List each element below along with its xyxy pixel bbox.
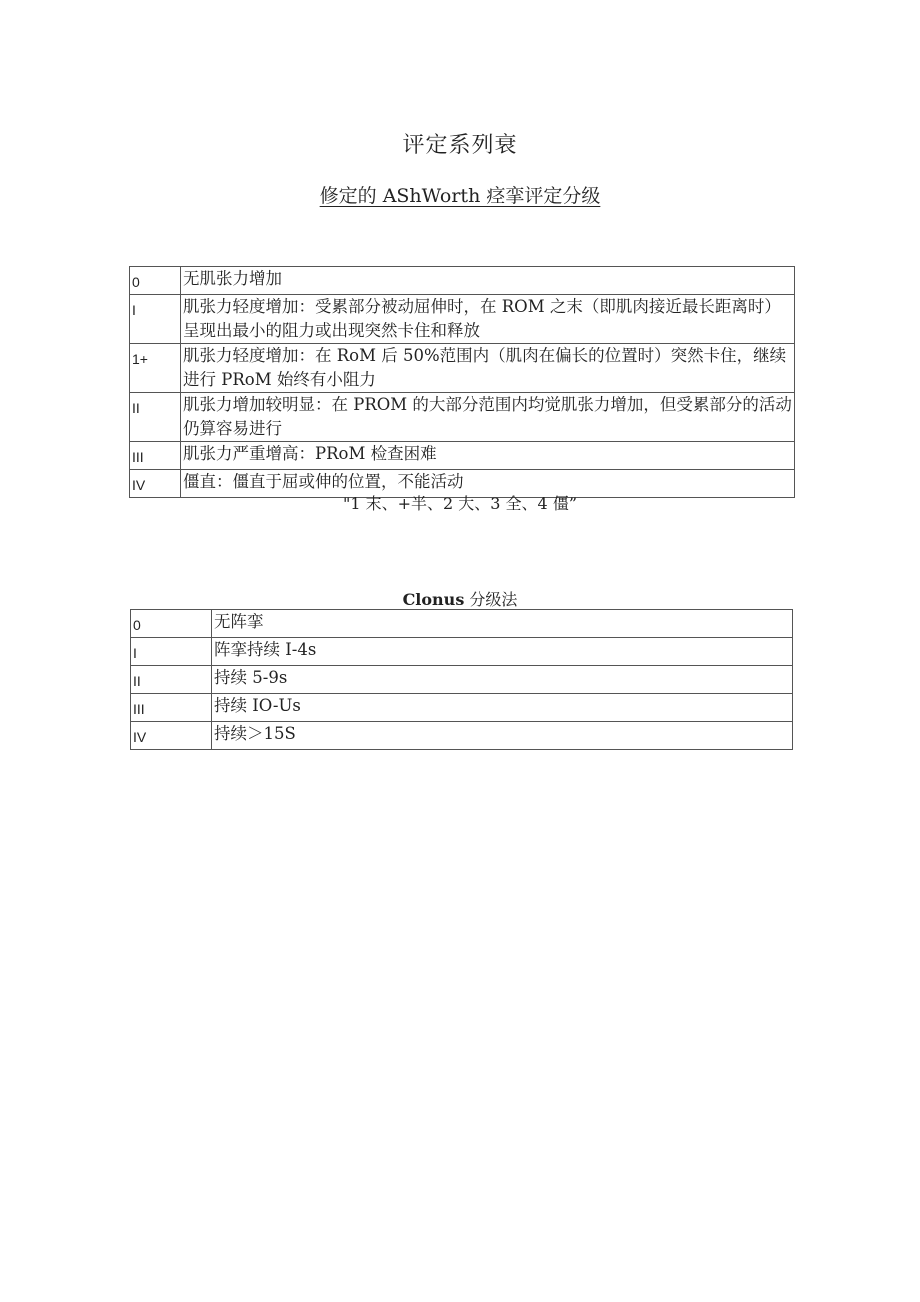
ashworth-subtitle: 修定的 AShWorth 痉挛评定分级 <box>319 185 601 207</box>
table-row <box>131 666 793 694</box>
grade-level: IV <box>130 470 181 498</box>
grade-level: 0 <box>131 610 212 638</box>
table-row <box>131 610 793 638</box>
grade-level: III <box>130 442 181 470</box>
grade-description: 肌张力增加较明显：在 PROM 的大部分范围内均觉肌张力增加，但受累部分的活动仍算容易进行 <box>181 393 795 442</box>
grade-level: III <box>131 694 212 722</box>
table-row <box>131 722 793 750</box>
grade-description: 肌张力轻度增加：受累部分被动屈伸时，在 ROM 之末（即肌肉接近最长距离时）呈现出最小的阻力或出现突然卡住和释放 <box>181 295 795 344</box>
table-row <box>130 267 795 295</box>
grade-level: II <box>130 393 181 442</box>
table-row <box>131 638 793 666</box>
grade-level: 1+ <box>130 344 181 393</box>
clonus-title-rest: 分级法 <box>464 590 518 609</box>
grade-description: 无阵挛 <box>212 610 793 638</box>
grade-description: 持续 IO-Us <box>212 694 793 722</box>
page-title: 评定系列衰 <box>402 133 518 158</box>
clonus-scale-table <box>130 609 793 750</box>
grade-description: 无肌张力增加 <box>181 267 795 295</box>
ashworth-scale-table <box>129 266 795 498</box>
grade-level: I <box>130 295 181 344</box>
table-row <box>130 295 795 344</box>
clonus-title-bold: Clonus <box>402 590 465 609</box>
table-row <box>130 393 795 442</box>
grade-level: II <box>131 666 212 694</box>
grade-description: 持续 5-9s <box>212 666 793 694</box>
grade-description: 僵直：僵直于屈或伸的位置，不能活动 <box>181 470 795 498</box>
ashworth-mnemonic: "1 末、+半、2 大、3 全、4 僵” <box>342 494 577 513</box>
grade-description: 持续＞15S <box>212 722 793 750</box>
table-row <box>131 694 793 722</box>
clonus-title <box>0 587 920 610</box>
grade-level: IV <box>131 722 212 750</box>
grade-description: 阵挛持续 I-4s <box>212 638 793 666</box>
table-row <box>130 344 795 393</box>
table-row <box>130 442 795 470</box>
grade-description: 肌张力轻度增加：在 RoM 后 50%范围内（肌肉在偏长的位置时）突然卡住，继续进行 PRoM 始终有小阻力 <box>181 344 795 393</box>
grade-level: I <box>131 638 212 666</box>
grade-level: 0 <box>130 267 181 295</box>
grade-description: 肌张力严重增高：PRoM 检查困难 <box>181 442 795 470</box>
